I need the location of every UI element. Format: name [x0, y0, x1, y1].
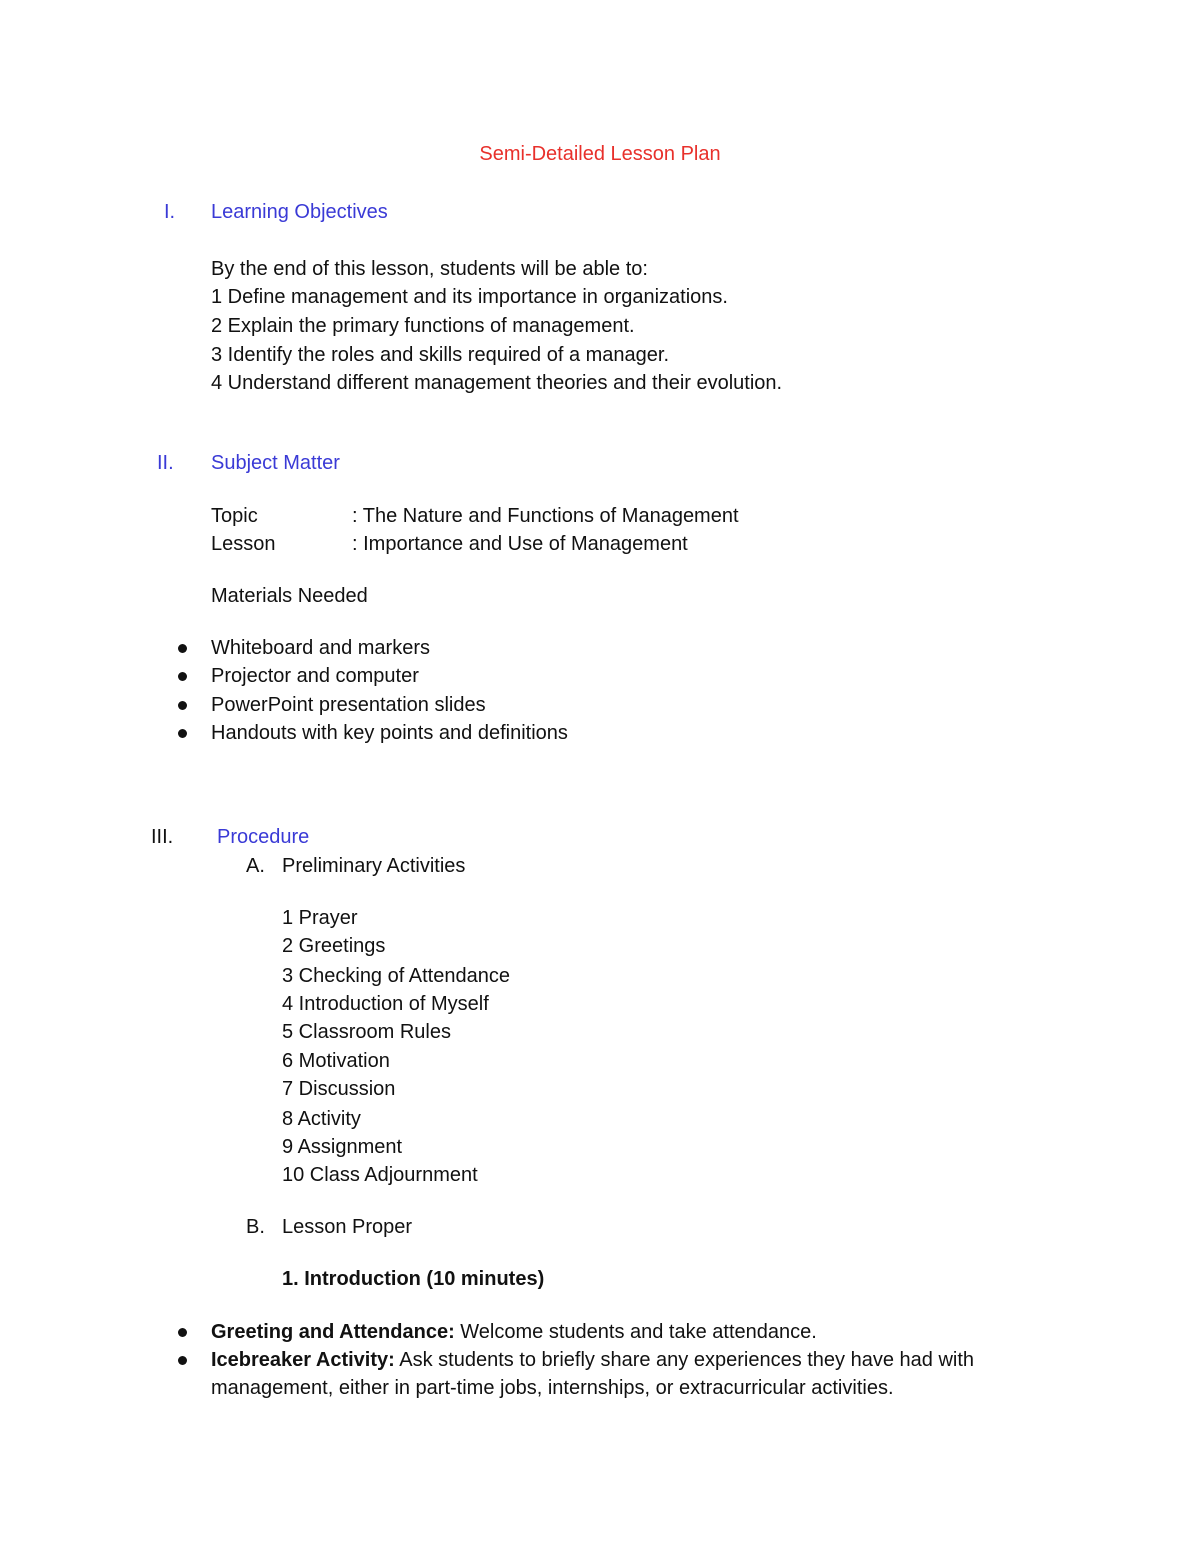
activity-item: 1 Prayer — [282, 907, 358, 929]
topic-value: : The Nature and Functions of Management — [352, 505, 739, 527]
material-item: Whiteboard and markers — [211, 637, 430, 659]
material-item: Handouts with key points and definitions — [211, 722, 568, 744]
objective-item: 1 Define management and its importance in organizations. — [211, 286, 728, 308]
activity-item: 3 Checking of Attendance — [282, 965, 510, 987]
intro-item-text-continued: management, either in part-time jobs, internships, or extracurricular activities. — [211, 1377, 894, 1399]
page-title: Semi-Detailed Lesson Plan — [479, 143, 721, 165]
activity-item: 4 Introduction of Myself — [282, 993, 489, 1015]
activity-item: 9 Assignment — [282, 1136, 403, 1158]
objective-item: 2 Explain the primary functions of management. — [211, 315, 635, 337]
section-numeral-i: I. — [164, 201, 176, 223]
activity-item: 7 Discussion — [282, 1078, 396, 1100]
bullet-icon — [178, 672, 187, 681]
bullet-icon — [178, 729, 187, 738]
section-heading-procedure: Procedure — [217, 826, 310, 848]
section-numeral-iii: III. — [151, 826, 174, 848]
topic-label: Topic — [211, 505, 258, 527]
bullet-icon — [178, 1328, 187, 1337]
lesson-label: Lesson — [211, 533, 276, 555]
activity-item: 6 Motivation — [282, 1050, 390, 1072]
intro-item-text: Welcome students and take attendance. — [454, 1321, 817, 1343]
section-heading-subject: Subject Matter — [211, 452, 340, 474]
subsection-heading-preliminary: Preliminary Activities — [282, 855, 466, 877]
objective-item: 3 Identify the roles and skills required of a manager. — [211, 344, 670, 366]
activity-item: 10 Class Adjournment — [282, 1164, 478, 1186]
objectives-intro: By the end of this lesson, students will be able to: — [211, 258, 648, 280]
activity-item: 8 Activity — [282, 1108, 361, 1130]
intro-item-text: Ask students to briefly share any experiences they have had with — [394, 1349, 975, 1371]
intro-item-label: Icebreaker Activity: — [211, 1349, 395, 1371]
introduction-heading: 1. Introduction (10 minutes) — [282, 1268, 545, 1290]
activity-item: 5 Classroom Rules — [282, 1021, 451, 1043]
material-item: Projector and computer — [211, 665, 419, 687]
intro-list-item — [211, 1320, 817, 1344]
section-heading-objectives: Learning Objectives — [211, 201, 388, 223]
lesson-value: : Importance and Use of Management — [352, 533, 688, 555]
subsection-letter-b: B. — [246, 1216, 265, 1238]
subsection-heading-lesson-proper: Lesson Proper — [282, 1216, 413, 1238]
section-numeral-ii: II. — [157, 452, 174, 474]
activity-item: 2 Greetings — [282, 935, 386, 957]
bullet-icon — [178, 701, 187, 710]
bullet-icon — [178, 644, 187, 653]
objective-item: 4 Understand different management theories and their evolution. — [211, 372, 783, 394]
subsection-letter-a: A. — [246, 855, 265, 877]
material-item: PowerPoint presentation slides — [211, 694, 486, 716]
intro-list-item — [211, 1348, 974, 1372]
bullet-icon — [178, 1356, 187, 1365]
intro-item-label: Greeting and Attendance: — [211, 1321, 455, 1343]
materials-heading: Materials Needed — [211, 585, 368, 607]
